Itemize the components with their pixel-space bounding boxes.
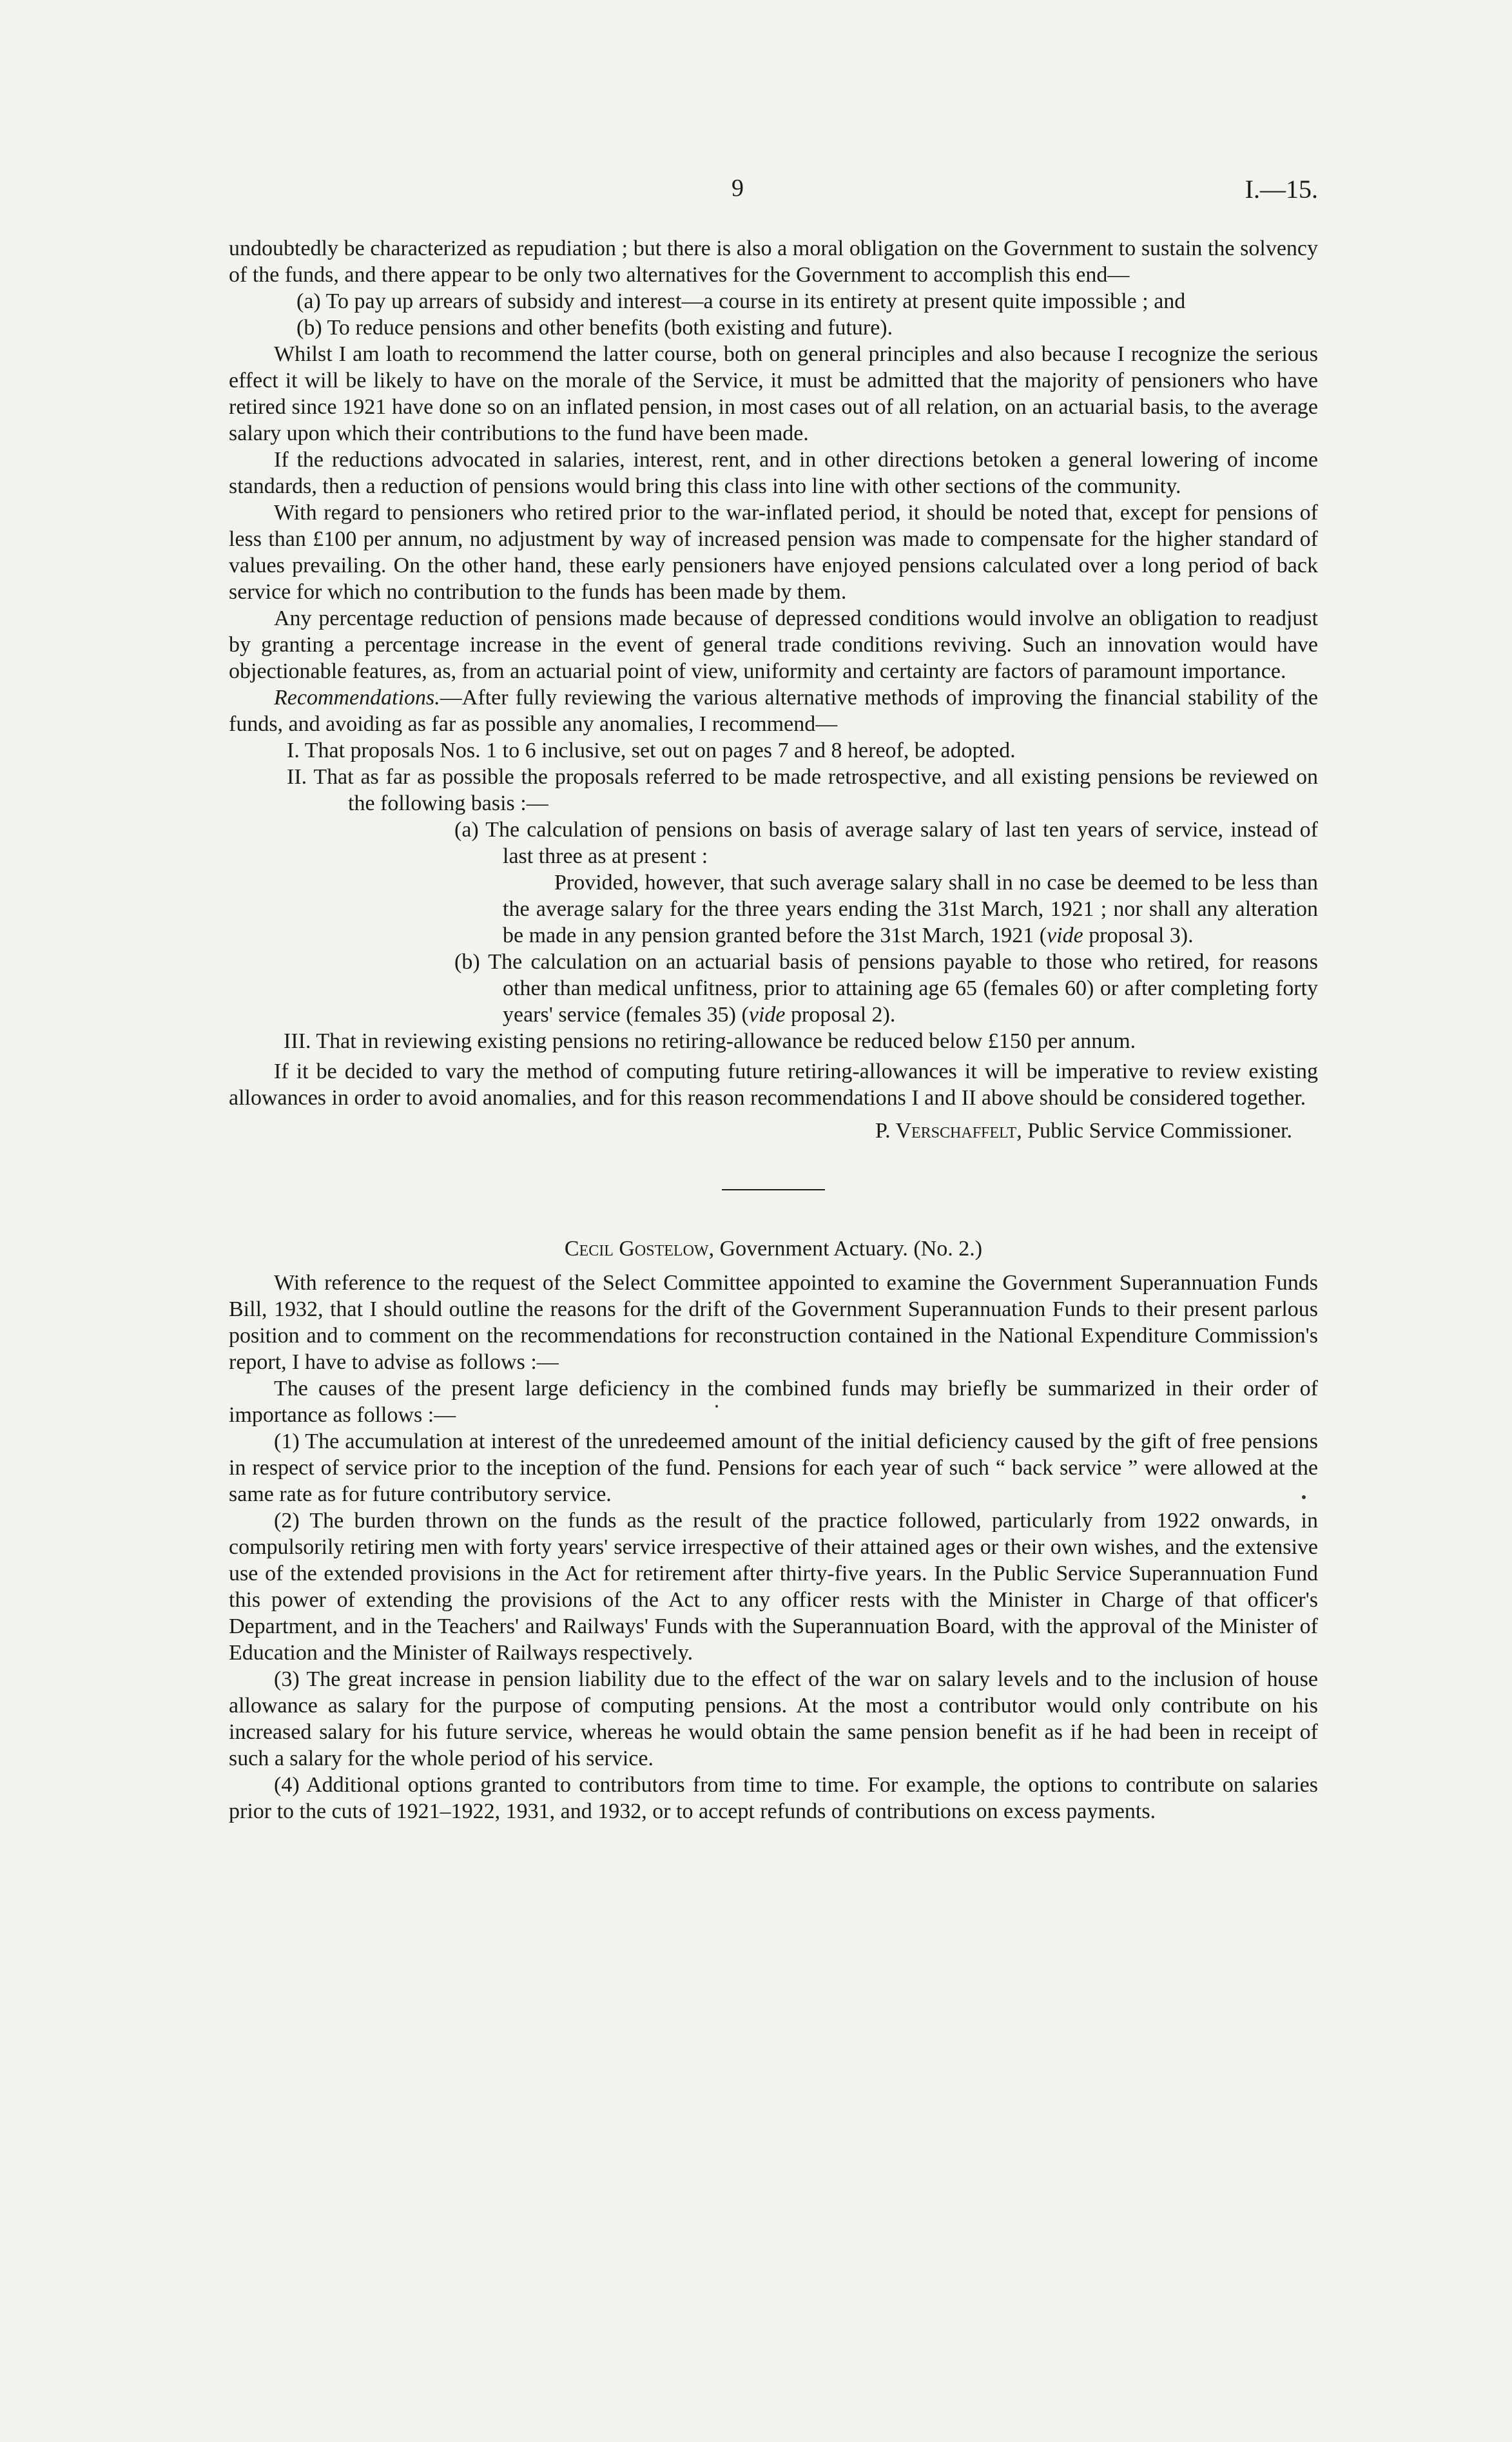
recommendation-2a: (a) The calculation of pensions on basis of average salary of last ten years of service, instead of last three as at present : — [454, 818, 1318, 868]
recommendations-heading: Recommendations. — [274, 686, 440, 710]
author-heading — [229, 1236, 1318, 1262]
alternative-a: (a) To pay up arrears of subsidy and interest—a course in its entirety at present quite impossible ; and — [296, 289, 1186, 313]
author-title: , Government Actuary. (No. 2.) — [708, 1237, 983, 1261]
paragraph-reference: With reference to the request of the Select Committee appointed to examine the Government Superannuation Funds Bill, 1932, that I should outline the reasons for the drift of the Government Superannuation Funds to their present parlous position and to comment on the recommendations for reconstruction contained in the National Expenditure Commission's report, I have to advise as follows :— — [229, 1271, 1318, 1374]
recommendation-1: I. That proposals Nos. 1 to 6 inclusive, set out on pages 7 and 8 hereof, be adopted. — [287, 739, 1016, 762]
page-number: 9 — [732, 175, 744, 202]
paragraph-early-pensioners: With regard to pensioners who retired prior to the war-inflated period, it should be noted that, except for pensions of less than £100 per annum, no adjustment by way of increased pension was made to compensate for the higher standard of values prevailing. On the other hand, these early pensioners have enjoyed pensions calculated over a long period of back service for which no contribution to the funds has been made by them. — [229, 501, 1318, 604]
proviso-text: Provided, however, that such average salary shall in no case be deemed to be less than the average salary for the three years ending the 31st March, 1921 ; nor shall any alteration be made in any pension granted before the 31st March, 1921 ( — [503, 871, 1318, 947]
paragraph-percentage-reduction: Any percentage reduction of pensions made because of depressed conditions would involve an obligation to readjust by granting a percentage increase in the event of general trade conditions reviving. Such an innovation would have objectionable features, as, from an actuarial point of view, uniformity and certainty are factors of paramount importance. — [229, 606, 1318, 683]
ink-speck — [715, 1405, 718, 1408]
section-divider — [722, 1189, 825, 1190]
paragraph-decided: If it be decided to vary the method of computing future retiring-allowances it will be imperative to review existing allowances in order to avoid anomalies, and for this reason recommendations I and II above should be considered together. — [229, 1060, 1318, 1110]
paragraph-whilst: Whilst I am loath to recommend the latter course, both on general principles and also because I recognize the serious effect it will be likely to have on the morale of the Service, it must be admitted that the majority of pensioners who have retired since 1921 have done so on an inflated pension, in most cases out of all relation, on an actuarial basis, to the average salary upon which their contributions to the fund have been made. — [229, 342, 1318, 445]
paragraph-intro: undoubtedly be characterized as repudiation ; but there is also a moral obligation on the Government to sustain the solvency of the funds, and there appear to be only two alternatives for the Government to accomplish this end— — [229, 237, 1318, 287]
rec-2b-text: (b) The calculation on an actuarial basis of pensions payable to those who retired, for reasons other than medical unfitness, prior to attaining age 65 (females 60) or after completing forty years' service (females 35) ( — [454, 950, 1318, 1027]
signature-title: , Public Service Commissioner. — [1016, 1119, 1292, 1143]
document-body — [229, 235, 1318, 1825]
author-name: Cecil Gostelow — [564, 1237, 709, 1261]
paragraph-causes: The causes of the present large deficiency in the combined funds may briefly be summarized in their order of importance as follows :— — [229, 1377, 1318, 1427]
proviso-vide: vide — [1047, 924, 1083, 947]
document-reference: I.—15. — [1245, 175, 1318, 204]
rec-2b-vide: vide — [748, 1003, 786, 1027]
cause-3: (3) The great increase in pension liability due to the effect of the war on salary levels and to the inclusion of house allowance as salary for the purpose of computing pensions. At the most a contributor would only contribute on his increased salary for his future service, whereas he would obtain the same pension benefit as if he had been in receipt of such a salary for the whole period of his service. — [229, 1667, 1318, 1770]
rec-2b-end: proposal 2). — [785, 1003, 896, 1027]
recommendation-3: III. That in reviewing existing pensions no retiring-allowance be reduced below £150 per annum. — [284, 1029, 1136, 1053]
signature-name: P. Verschaffelt — [875, 1119, 1017, 1143]
proviso-end: proposal 3). — [1083, 924, 1194, 947]
cause-1: (1) The accumulation at interest of the unredeemed amount of the initial deficiency caused by the gift of free pensions in respect of service prior to the inception of the fund. Pensions for each year of such “ back service ” were allowed at the same rate as for future contributory service. — [229, 1429, 1318, 1506]
cause-2: (2) The burden thrown on the funds as the result of the practice followed, particularly from 1922 onwards, in compulsorily retiring men with forty years' service irrespective of their attained ages or their own wishes, and the extensive use of the extended provisions in the Act for retirement after thirty-five years. In the Public Service Superannuation Fund this power of extending the provisions of the Act to any officer rests with the Minister in Charge of that officer's Department, and in the Teachers' and Railways' Funds with the Superannuation Board, with the approval of the Minister of Education and the Minister of Railways respectively. — [229, 1509, 1318, 1665]
signature — [229, 1118, 1318, 1144]
recommendation-2b — [229, 949, 1318, 1028]
paragraph-recommendations — [229, 684, 1318, 737]
page-header — [229, 174, 1318, 213]
paragraph-reductions: If the reductions advocated in salaries, interest, rent, and in other directions betoken a general lowering of income standards, then a reduction of pensions would bring this class into line with other sections of the community. — [229, 448, 1318, 498]
ink-speck — [1302, 1495, 1306, 1499]
recommendation-2: II. That as far as possible the proposals referred to be made retrospective, and all existing pensions be reviewed on the following basis :— — [287, 765, 1318, 815]
recommendation-2a-proviso — [229, 869, 1318, 949]
recommendations-text: —After fully reviewing the various alternative methods of improving the financial stability of the funds, and avoiding as far as possible any anomalies, I recommend— — [229, 686, 1318, 736]
alternative-b: (b) To reduce pensions and other benefits (both existing and future). — [296, 316, 893, 340]
cause-4: (4) Additional options granted to contributors from time to time. For example, the options to contribute on salaries prior to the cuts of 1921–1922, 1931, and 1932, or to accept refunds of contributions on excess payments. — [229, 1773, 1318, 1823]
